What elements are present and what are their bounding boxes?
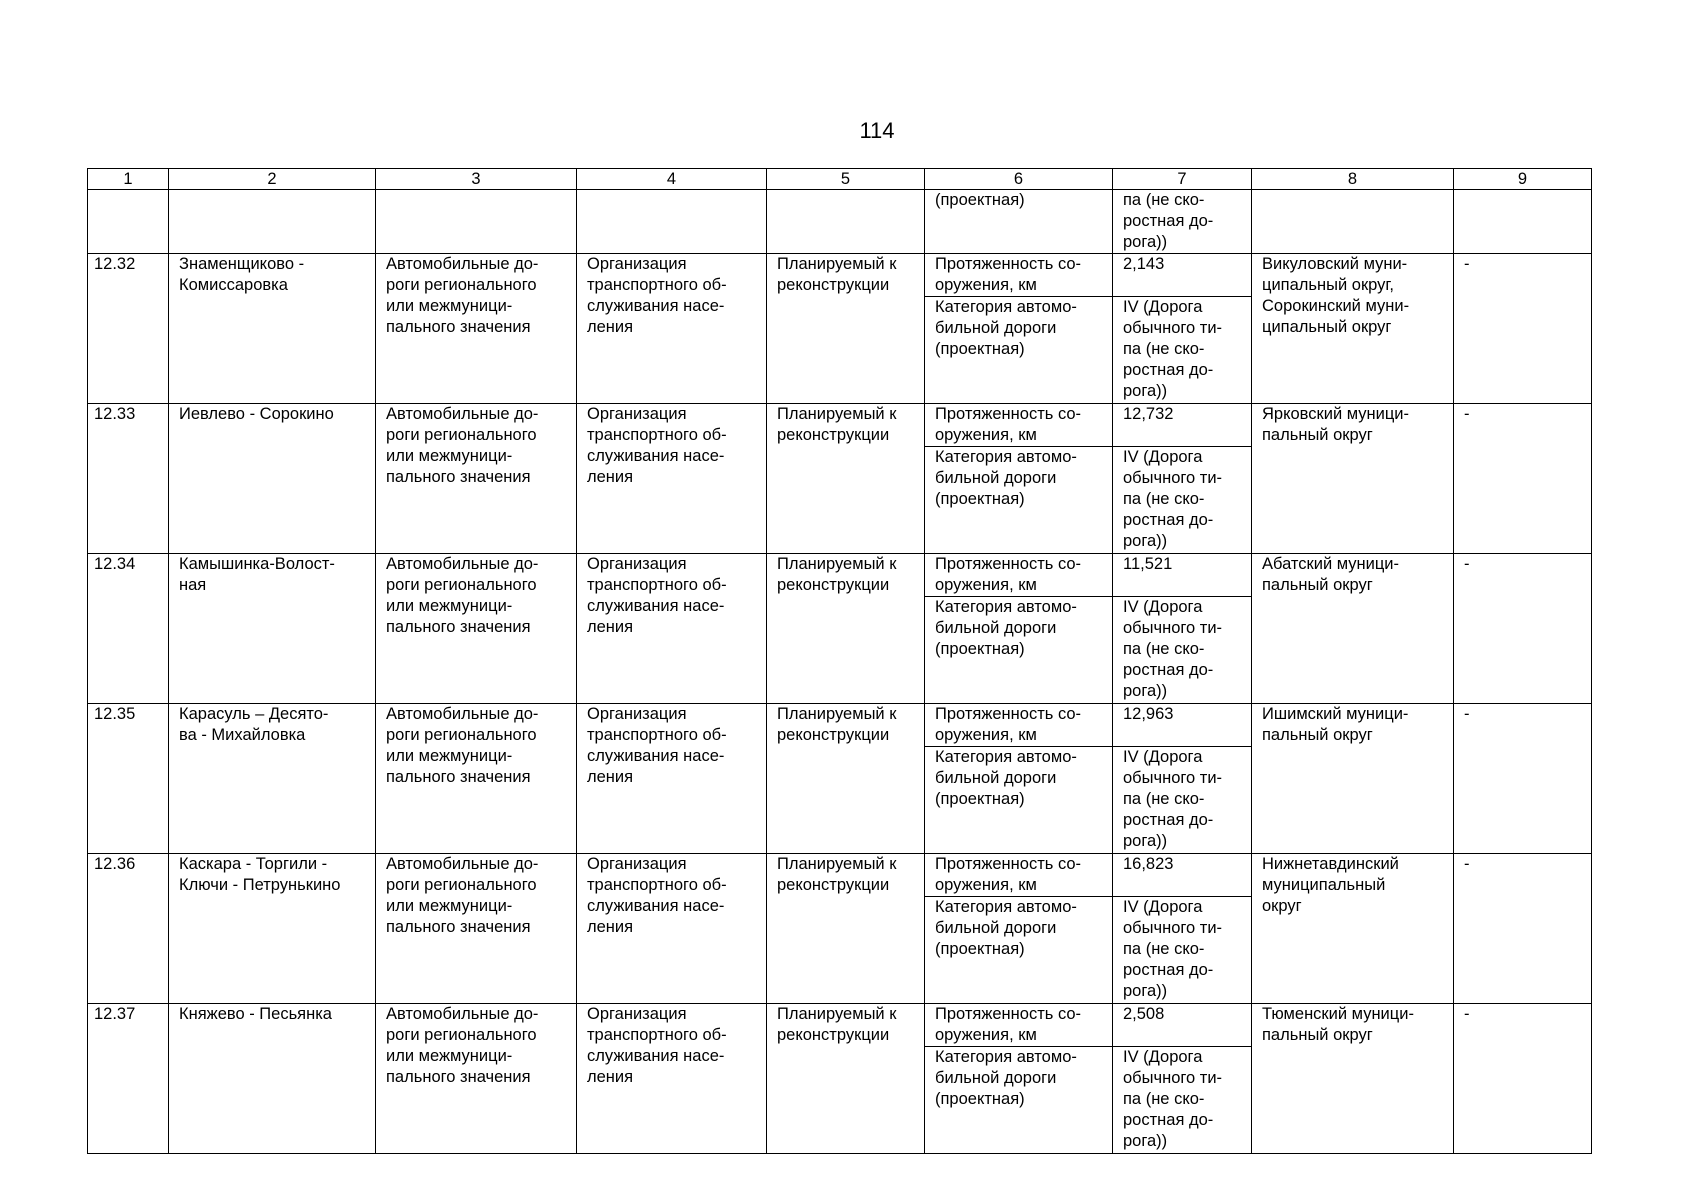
param-value-cell: 11,521 (1113, 554, 1252, 597)
object-name-cell: Иевлево - Сорокино (169, 404, 376, 554)
param-label-cell: Протяженность со- оружения, км (925, 704, 1113, 747)
table-row (88, 404, 1592, 447)
status-cell: Планируемый к реконструкции (767, 404, 925, 554)
param-value-cell: 12,963 (1113, 704, 1252, 747)
param-value-cell: 2,508 (1113, 1004, 1252, 1047)
object-name-cell: Знаменщиково - Комиссаровка (169, 254, 376, 404)
purpose-cell: Организация транспортного об- служивания насе- ления (577, 854, 767, 1004)
column-number-row (88, 169, 1592, 190)
table-row (88, 254, 1592, 297)
param-label-cell: Протяженность со- оружения, км (925, 854, 1113, 897)
object-type-cell: Автомобильные до- роги регионального или межмуници- пального значения (376, 554, 577, 704)
object-type-cell: Автомобильные до- роги регионального или межмуници- пального значения (376, 1004, 577, 1154)
purpose-cell: Организация транспортного об- служивания насе- ления (577, 554, 767, 704)
object-name-cell: Камышинка-Волост- ная (169, 554, 376, 704)
param-value-cell: IV (Дорога обычного ти- па (не ско- ростная до- рога)) (1113, 447, 1252, 554)
column-number: 2 (169, 169, 376, 190)
status-cell: Планируемый к реконструкции (767, 854, 925, 1004)
zone-cell: - (1454, 254, 1592, 404)
param-label-cell: Протяженность со- оружения, км (925, 1004, 1113, 1047)
location-cell: Викуловский муни- ципальный округ, Сорокинский муни- ципальный округ (1252, 254, 1454, 404)
param-value-cell: 2,143 (1113, 254, 1252, 297)
param-value-cell: IV (Дорога обычного ти- па (не ско- ростная до- рога)) (1113, 1047, 1252, 1154)
param-label-cell: Протяженность со- оружения, км (925, 404, 1113, 447)
location-cell: Ярковский муници- пальный округ (1252, 404, 1454, 554)
object-name-cell: Карасуль – Десято- ва - Михайловка (169, 704, 376, 854)
purpose-cell: Организация транспортного об- служивания насе- ления (577, 1004, 767, 1154)
object-type-cell: Автомобильные до- роги регионального или межмуници- пального значения (376, 854, 577, 1004)
param-value-cell: IV (Дорога обычного ти- па (не ско- ростная до- рога)) (1113, 897, 1252, 1004)
param-value-cell: IV (Дорога обычного ти- па (не ско- ростная до- рога)) (1113, 297, 1252, 404)
purpose-cell: Организация транспортного об- служивания насе- ления (577, 704, 767, 854)
empty-cell (376, 190, 577, 254)
status-cell: Планируемый к реконструкции (767, 254, 925, 404)
purpose-cell: Организация транспортного об- служивания насе- ления (577, 254, 767, 404)
location-cell: Тюменский муници- пальный округ (1252, 1004, 1454, 1154)
param-value-cell: 16,823 (1113, 854, 1252, 897)
object-type-cell: Автомобильные до- роги регионального или межмуници- пального значения (376, 404, 577, 554)
object-type-cell: Автомобильные до- роги регионального или межмуници- пального значения (376, 254, 577, 404)
object-name-cell: Княжево - Песьянка (169, 1004, 376, 1154)
param-label-cell: Категория автомо- бильной дороги (проектная) (925, 747, 1113, 854)
object-type-cell: Автомобильные до- роги регионального или межмуници- пального значения (376, 704, 577, 854)
table-row (88, 554, 1592, 597)
location-cell: Ишимский муници- пальный округ (1252, 704, 1454, 854)
param-value-cell: IV (Дорога обычного ти- па (не ско- ростная до- рога)) (1113, 747, 1252, 854)
row-number-cell: 12.33 (88, 404, 169, 554)
param-value-cell: 12,732 (1113, 404, 1252, 447)
zone-cell: - (1454, 1004, 1592, 1154)
table-row (88, 854, 1592, 897)
empty-cell (1454, 190, 1592, 254)
row-number-cell: 12.32 (88, 254, 169, 404)
zone-cell: - (1454, 404, 1592, 554)
location-cell: Абатский муници- пальный округ (1252, 554, 1454, 704)
param-label-cell: Категория автомо- бильной дороги (проектная) (925, 1047, 1113, 1154)
column-number: 4 (577, 169, 767, 190)
param-label-cell: Категория автомо- бильной дороги (проектная) (925, 897, 1113, 1004)
purpose-cell: Организация транспортного об- служивания насе- ления (577, 404, 767, 554)
page-number: 114 (859, 118, 895, 143)
location-cell: Нижнетавдинский муниципальный округ (1252, 854, 1454, 1004)
column-number: 9 (1454, 169, 1592, 190)
param-label-cell: Категория автомо- бильной дороги (проектная) (925, 597, 1113, 704)
table-row (88, 1004, 1592, 1047)
zone-cell: - (1454, 704, 1592, 854)
object-name-cell: Каскара - Торгили - Ключи - Петрунькино (169, 854, 376, 1004)
objects-table (87, 168, 1592, 1154)
param-label-cell: Протяженность со- оружения, км (925, 554, 1113, 597)
zone-cell: - (1454, 854, 1592, 1004)
param-value-cell: па (не ско- ростная до- рога)) (1113, 190, 1252, 254)
column-number: 7 (1113, 169, 1252, 190)
status-cell: Планируемый к реконструкции (767, 704, 925, 854)
column-number: 8 (1252, 169, 1454, 190)
param-label-cell: Категория автомо- бильной дороги (проектная) (925, 447, 1113, 554)
row-number-cell: 12.34 (88, 554, 169, 704)
status-cell: Планируемый к реконструкции (767, 554, 925, 704)
column-number: 6 (925, 169, 1113, 190)
empty-cell (577, 190, 767, 254)
zone-cell: - (1454, 554, 1592, 704)
empty-cell (767, 190, 925, 254)
table-row (88, 704, 1592, 747)
row-number-cell: 12.35 (88, 704, 169, 854)
row-number-cell: 12.36 (88, 854, 169, 1004)
empty-cell (1252, 190, 1454, 254)
column-number: 1 (88, 169, 169, 190)
param-label-cell: (проектная) (925, 190, 1113, 254)
param-label-cell: Категория автомо- бильной дороги (проектная) (925, 297, 1113, 404)
empty-cell (169, 190, 376, 254)
empty-cell (88, 190, 169, 254)
status-cell: Планируемый к реконструкции (767, 1004, 925, 1154)
continuation-row (88, 190, 1592, 254)
param-value-cell: IV (Дорога обычного ти- па (не ско- ростная до- рога)) (1113, 597, 1252, 704)
row-number-cell: 12.37 (88, 1004, 169, 1154)
column-number: 3 (376, 169, 577, 190)
param-label-cell: Протяженность со- оружения, км (925, 254, 1113, 297)
column-number: 5 (767, 169, 925, 190)
